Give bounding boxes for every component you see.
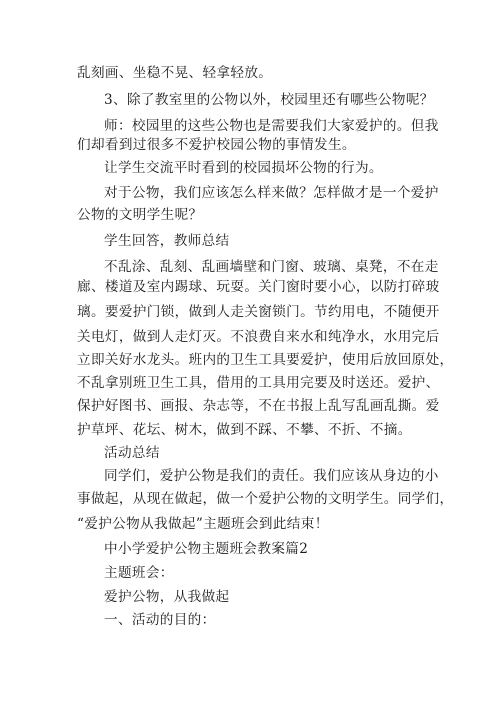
- text-line: 让学生交流平时看到的校园损坏公物的行为。: [104, 160, 383, 176]
- text-line: 不乱涂、乱刻、乱画墙壁和门窗、玻璃、桌凳，不在走: [104, 259, 439, 275]
- section-heading: 学生回答，教师总结: [104, 233, 230, 249]
- text-line: 师：校园里的这些公物也是需要我们大家爱护的。但我: [104, 118, 439, 134]
- section-heading: 主题班会：: [104, 565, 174, 581]
- text-line: 护草坪、花坛、树木，做到不踩、不攀、不折、不摘。: [77, 422, 412, 438]
- text-line: 廊、楼道及室内踢球、玩耍。关门窗时要小心，以防打碎玻: [77, 279, 440, 295]
- text-line: 立即关好水龙头。班内的卫生工具要爱护，使用后放回原处，: [77, 352, 454, 368]
- text-line: 事做起，从现在做起，做一个爱护公物的文明学生。同学们，: [77, 491, 454, 507]
- section-heading: 一、活动的目的：: [104, 612, 216, 628]
- text-line: 们却看到过很多不爱护校园公物的事情发生。: [77, 137, 356, 153]
- text-line: 关电灯，做到人走灯灭。不浪费自来水和纯净水，水用完后: [77, 329, 440, 345]
- text-line: 保护好图书、画报、杂志等，不在书报上乱写乱画乱撕。爱: [77, 398, 440, 414]
- text-line: 对于公物，我们应该怎么样来做？怎样做才是一个爱护: [104, 185, 439, 201]
- text-line: 公物的文明学生呢？: [77, 207, 203, 223]
- section-heading: 活动总结: [104, 445, 160, 461]
- text-line: 乱刻画、坐稳不晃、轻拿轻放。: [77, 65, 273, 81]
- text-line: 不乱拿别班卫生工具，借用的工具用完要及时送还。爱护、: [77, 375, 440, 391]
- text-line: “爱护公物从我做起”主题班会到此结束！: [77, 516, 329, 532]
- text-line: 璃。要爱护门锁，做到人走关窗锁门。节约用电，不随便开: [77, 304, 440, 320]
- article-title: 中小学爱护公物主题班会教案篇2: [104, 541, 309, 557]
- question-heading: 3、除了教室里的公物以外，校园里还有哪些公物呢？: [104, 92, 434, 108]
- theme-title: 爱护公物，从我做起: [104, 589, 230, 605]
- text-line: 同学们，爱护公物是我们的责任。我们应该从身边的小: [104, 468, 439, 484]
